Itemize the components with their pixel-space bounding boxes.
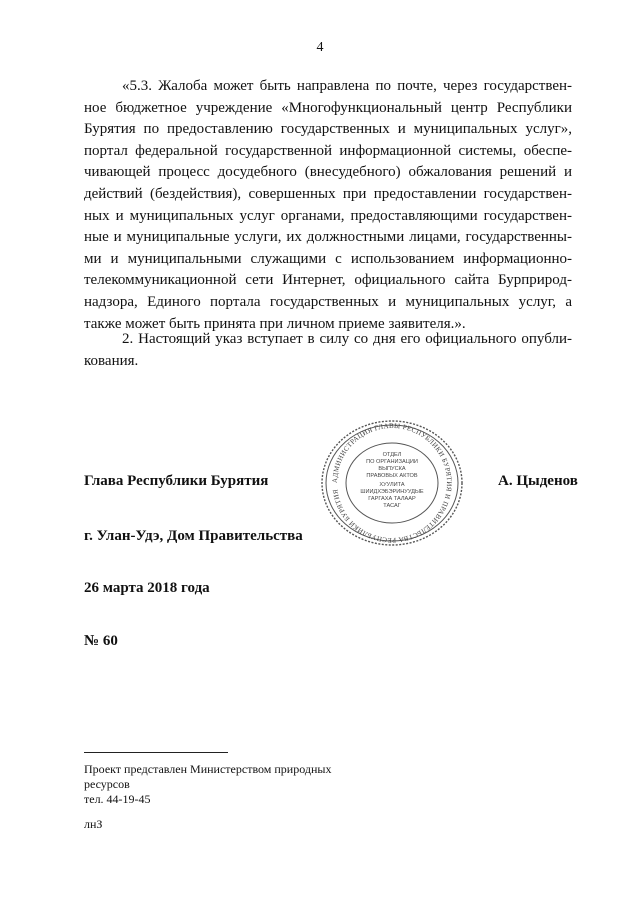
seal-line: ВЫПУСКА: [378, 466, 406, 472]
signatory-name: А. Цыденов: [498, 473, 578, 489]
signing-date: 26 марта 2018 года: [84, 580, 210, 596]
text-line: Бурятия по предоставлению государственных и муниципальных услуг»,: [84, 121, 572, 138]
footnote-initials: лнЗ: [84, 817, 103, 831]
official-seal: [318, 418, 466, 548]
seal-line: ХУУЛИТА: [379, 482, 405, 488]
seal-line: ПРАВОВЫХ АКТОВ: [366, 473, 418, 479]
text-line: ное бюджетное учреждение «Многофункциональный центр Республики: [84, 99, 572, 116]
text-line: ных и муниципальных услуг органами, предоставляющими государствен-: [84, 207, 572, 224]
page-number: 4: [316, 40, 324, 55]
paragraph-2: [84, 329, 572, 372]
signing-place: г. Улан-Удэ, Дом Правительства: [84, 528, 303, 544]
text-line: действий (бездействия), совершенных при предоставлении государствен-: [84, 185, 572, 202]
text-line: «5.3. Жалоба может быть направлена по почте, через государствен-: [122, 78, 572, 94]
text-line: также может быть принята при личном приеме заявителя.».: [84, 315, 466, 332]
decree-number: № 60: [84, 633, 118, 649]
seal-line: ШИИДХЭБЭРИНУУДЫЕ: [360, 489, 424, 495]
seal-line: ОТДЕЛ: [382, 452, 402, 458]
text-line: телекоммуникационной сети Интернет, официального сайта Бурприрод-: [84, 272, 572, 289]
seal-outer-text: АДМИНИСТРАЦИЯ ГЛАВЫ РЕСПУБЛИКИ БУРЯТИЯ И ПРАВИТЕЛЬСТВА РЕСПУБЛИКИ БУРЯТИЯ: [330, 421, 454, 545]
footnote-phone: тел. 44-19-45: [84, 792, 151, 806]
footnote-divider: [84, 752, 228, 753]
text-line: надзора, Единого портала государственных и муниципальных услуг, а: [84, 293, 572, 310]
seal-line: ТАСАГ: [383, 503, 401, 509]
text-line: 2. Настоящий указ вступает в силу со дня его официального опубли-: [122, 331, 572, 347]
footnote-line: Проект представлен Министерством природных: [84, 762, 332, 776]
text-line: чивающей процесс досудебного (внесудебного) обжалования решений и: [84, 164, 572, 181]
text-line: кования.: [84, 352, 139, 369]
text-line: портал федеральной государственной информационной системы, обеспе-: [84, 142, 572, 159]
text-line: ми и муниципальными служащими с использованием информационно-: [84, 250, 572, 267]
paragraph-5-3: [84, 76, 572, 335]
seal-line: ПО ОРГАНИЗАЦИИ: [366, 459, 418, 465]
signatory-title: Глава Республики Бурятия: [84, 473, 269, 489]
text-line: ные и муниципальные услуги, их должностными лицами, государственны-: [84, 229, 572, 246]
footnote-line: ресурсов: [84, 777, 130, 791]
seal-line: ГАРГАХА ТАЛААР: [368, 496, 416, 502]
